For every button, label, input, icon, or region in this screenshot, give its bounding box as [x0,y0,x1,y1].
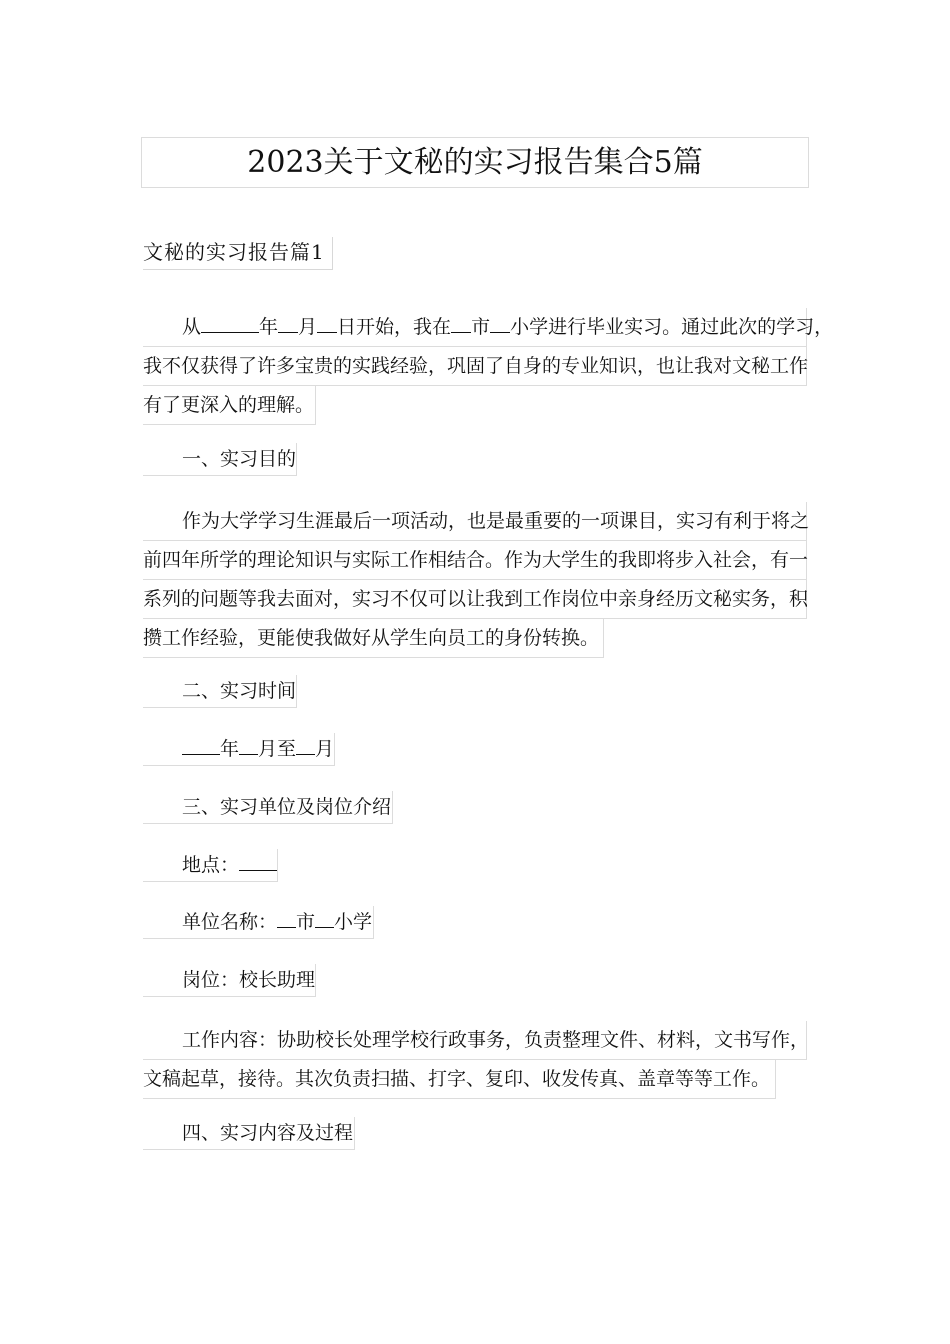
blank [239,734,258,755]
blank [315,907,334,928]
blank [277,907,296,928]
purpose-line-4: 攒工作经验，更能使我做好从学生向员工的身份转换。 [143,619,604,658]
blank [296,734,315,755]
document-title: 2023关于文秘的实习报告集合5篇 [141,137,809,188]
purpose-line-1: 作为大学学习生涯最后一项活动，也是最重要的一项课目，实习有利于将之 [143,502,807,541]
purpose-paragraph [143,502,810,658]
blank [490,312,510,333]
section-heading: 文秘的实习报告篇1 [143,237,333,270]
intro-line-2: 我不仅获得了许多宝贵的实践经验，巩固了自身的专业知识，也让我对文秘工作 [143,347,807,386]
blank [201,312,259,333]
intro-paragraph [143,308,834,425]
unit-name: 单位名称： 市 小学 [143,906,374,939]
section-1-heading: 一、实习目的 [143,443,297,476]
blank [317,312,337,333]
blank [182,734,220,755]
location: 地点： [143,849,278,882]
intro-line-1: 从 年 月 日开始，我在 市 小学进行毕业实习。通过此次的学习， [143,308,807,347]
internship-time: 年 月至 月 [143,733,335,766]
section-3-heading: 三、实习单位及岗位介绍 [143,791,393,824]
blank [451,312,471,333]
work-line-1: 工作内容：协助校长处理学校行政事务，负责整理文件、材料，文书写作， [143,1021,807,1060]
work-line-2: 文稿起草，接待。其次负责扫描、打字、复印、收发传真、盖章等等工作。 [143,1060,776,1099]
intro-line-3: 有了更深入的理解。 [143,386,316,425]
work-content [143,1021,810,1099]
purpose-line-3: 系列的问题等我去面对，实习不仅可以让我到工作岗位中亲身经历文秘实务，积 [143,580,807,619]
blank [239,850,277,871]
section-4-heading: 四、实习内容及过程 [143,1117,355,1150]
position: 岗位：校长助理 [143,964,316,997]
blank [278,312,298,333]
purpose-line-2: 前四年所学的理论知识与实际工作相结合。作为大学生的我即将步入社会，有一 [143,541,807,580]
section-2-heading: 二、实习时间 [143,675,297,708]
